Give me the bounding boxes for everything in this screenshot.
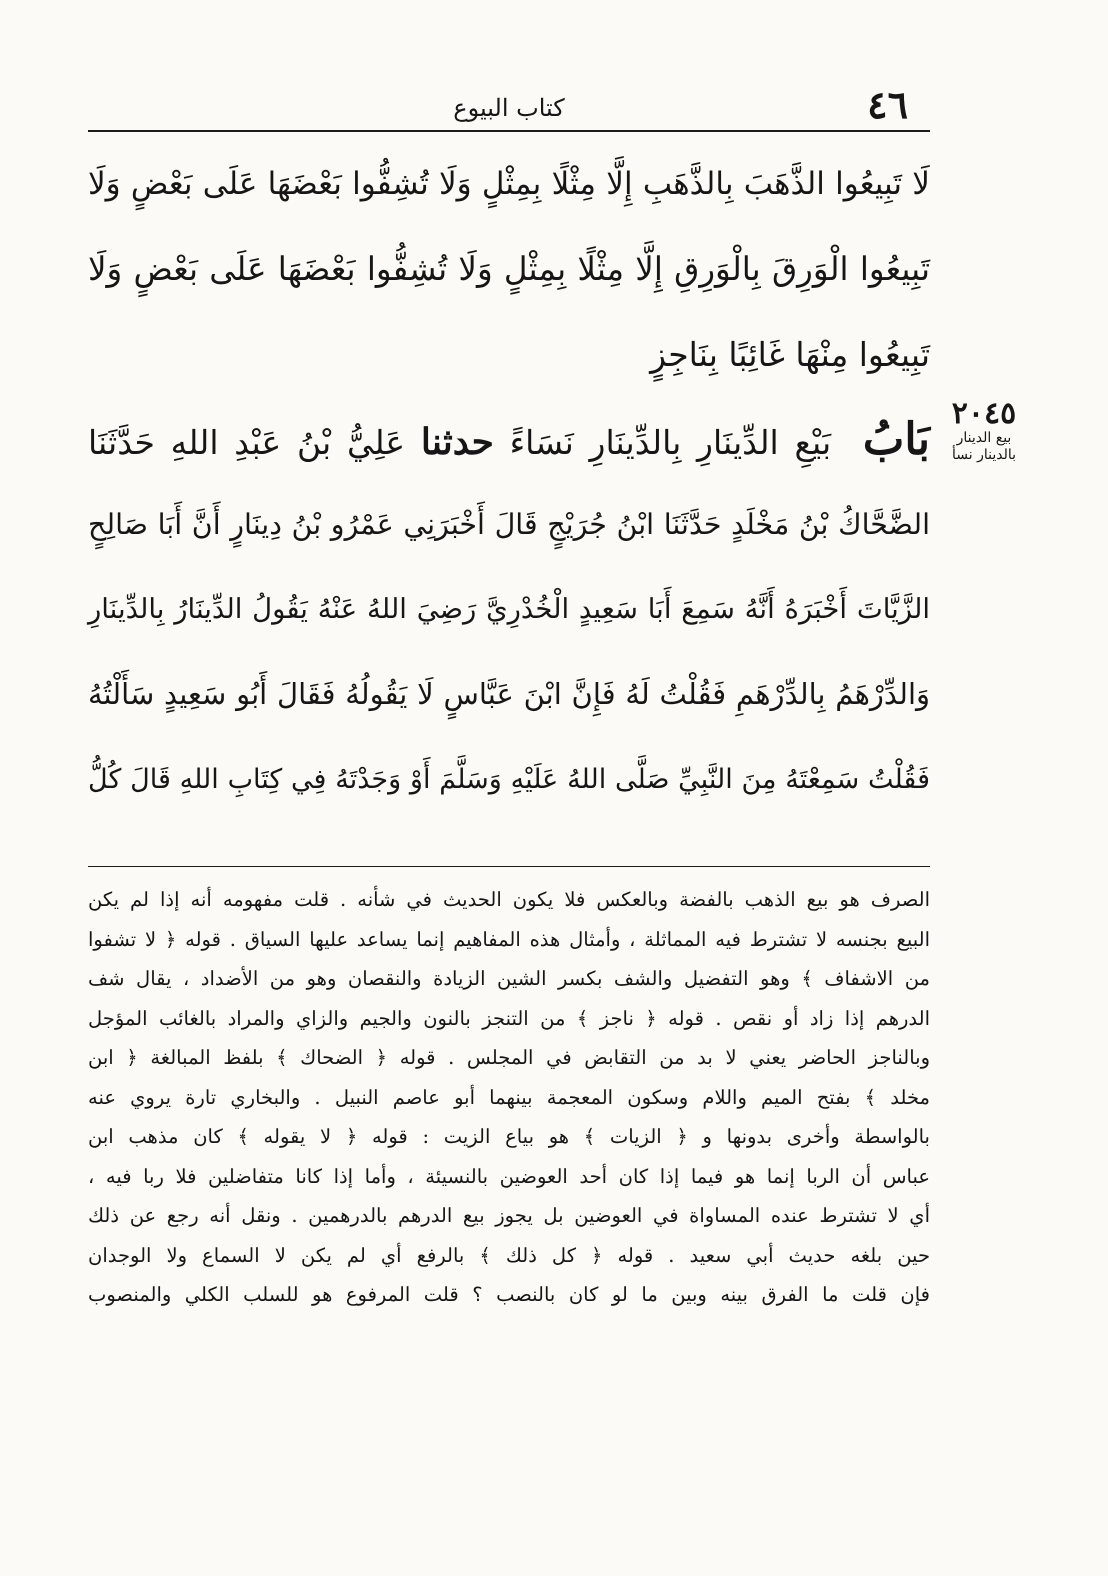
- chapter-continuation: عَلِيُّ بْنُ عَبْدِ اللهِ حَدَّثَنَا: [88, 423, 406, 462]
- chapter-label: بَابُ: [862, 414, 930, 465]
- footnote-line: مخلد ﴾ بفتح الميم واللام وسكون المعجمة بينهما أبو عاصم النبيل . والبخاري تارة يروي عنه: [88, 1085, 930, 1109]
- header-divider: [88, 130, 930, 132]
- text-line: تَبِيعُوا مِنْهَا غَائِبًا بِنَاجِزٍ: [650, 335, 930, 374]
- text-line: وَالدِّرْهَمُ بِالدِّرْهَمِ فَقُلْتُ لَهُ فَإِنَّ ابْنَ عَبَّاسٍ لَا يَقُولُهُ فَقَالَ أَبُو سَعِيدٍ سَأَلْتُهُ: [88, 677, 930, 711]
- footnote-line: وبالناجز الحاضر يعني لا بد من التقابض في المجلس . قوله ﴿ الضحاك ﴾ بلفظ المبالغة ﴿ ابن: [88, 1046, 930, 1069]
- margin-note: [944, 398, 1024, 464]
- page-header: [88, 80, 930, 126]
- footnote-line: من الاشفاف ﴾ وهو التفضيل والشف بكسر الشين الزيادة والنقصان وهو من الأضداد ، يقال شف: [88, 967, 930, 990]
- margin-caption-line: بالدينار نسأ: [951, 447, 1017, 463]
- footnote-line: الصرف هو بيع الذهب بالفضة وبالعكس فلا يكون الحديث في شأنه . قلت مفهومه أنه إذا لم يكن: [88, 888, 930, 911]
- page-number: ٤٦: [867, 82, 908, 127]
- margin-caption-line: بيع الدينار: [956, 430, 1012, 446]
- text-line: تَبِيعُوا الْوَرِقَ بِالْوَرِقِ إِلَّا مِثْلًا بِمِثْلٍ وَلَا تُشِفُّوا بَعْضَهَا عَلَى بَعْضٍ وَلَا: [88, 250, 930, 288]
- main-text: [88, 142, 930, 822]
- footnote-line: حين بلغه حديث أبي سعيد . قوله ﴿ كل ذلك ﴾ بالرفع أي لم يكن لا السماع ولا الوجدان: [88, 1243, 930, 1267]
- footnote-line: الدرهم إذا زاد أو نقص . قوله ﴿ ناجز ﴾ من التنجز بالنون والجيم والزاي والمراد بالغائب المؤجل: [88, 1006, 930, 1030]
- footnote-line: عباس أن الربا إنما هو فيما إذا كان أحد العوضين بالنسيئة ، وأما إذا كانا متفاضلين فلا ربا فيه ،: [88, 1164, 930, 1188]
- footnote-divider: [88, 866, 930, 867]
- hadith-number: ٢٠٤٥: [951, 396, 1017, 431]
- haddathana-word: حدثنا: [420, 421, 494, 463]
- text-line: لَا تَبِيعُوا الذَّهَبَ بِالذَّهَبِ إِلَّا مِثْلًا بِمِثْلٍ وَلَا تُشِفُّوا بَعْضَهَا عَلَى بَعْضٍ وَلَا: [88, 166, 930, 202]
- footnote-line: البيع بجنسه لا تشترط فيه المماثلة ، وأمثال هذه المفاهيم إنما يساعد عليها السياق . قوله ﴿ لا تشفوا: [88, 927, 930, 951]
- footnote-line: بالواسطة وأخرى بدونها و ﴿ الزيات ﴾ هو بياع الزيت : قوله ﴿ لا يقوله ﴾ كان مذهب ابن: [88, 1125, 930, 1148]
- text-line: فَقُلْتُ سَمِعْتَهُ مِنَ النَّبِيِّ صَلَّى اللهُ عَلَيْهِ وَسَلَّمَ أَوْ وَجَدْتَهُ فِي كِتَابِ اللهِ قَالَ كُلُّ: [88, 764, 930, 795]
- chapter-title: بَيْعِ الدِّينَارِ بِالدِّينَارِ نَسَاءً: [509, 423, 832, 462]
- footnote-line: فإن قلت ما الفرق بينه وبين ما لو كان بالنصب ؟ قلت المرفوع هو للسلب الكلي والمنصوب: [88, 1283, 930, 1306]
- text-line: الزَّيَّاتَ أَخْبَرَهُ أَنَّهُ سَمِعَ أَبَا سَعِيدٍ الْخُدْرِيَّ رَضِيَ اللهُ عَنْهُ يَقُولُ الدِّينَارُ بِالدِّينَارِ: [88, 593, 930, 625]
- footnote-line: أي لا تشترط عنده المساواة في العوضين بل يجوز بيع الدرهم بالدرهمين . ونقل أنه رجع عن ذلك: [88, 1204, 930, 1227]
- running-title: كتاب البيوع: [453, 94, 565, 122]
- chapter-heading-line: [88, 397, 930, 482]
- footnotes: [88, 880, 930, 1315]
- text-line: الضَّحَّاكُ بْنُ مَخْلَدٍ حَدَّثَنَا ابْنُ جُرَيْجٍ قَالَ أَخْبَرَنِي عَمْرُو بْنُ دِينَارٍ أَنَّ أَبَا صَالِحٍ: [88, 508, 930, 541]
